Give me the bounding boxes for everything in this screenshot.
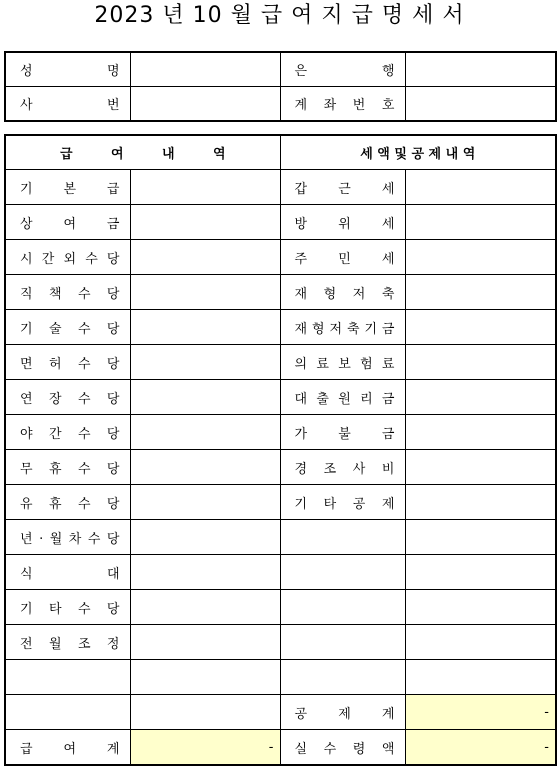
- table-row: [5, 310, 556, 345]
- pay-item-label: 유 휴 수 당: [5, 485, 130, 520]
- pay-item-amount[interactable]: [130, 555, 280, 590]
- pay-item-label: 기 타 수 당: [5, 590, 130, 625]
- deduction-item-label: [280, 625, 405, 660]
- deduction-item-label: [280, 590, 405, 625]
- pay-item-label: 기 본 급: [5, 170, 130, 205]
- bank-field[interactable]: [405, 52, 556, 87]
- pay-item-amount[interactable]: [130, 485, 280, 520]
- pay-item-amount[interactable]: [130, 275, 280, 310]
- pay-item-label: 상 여 금: [5, 205, 130, 240]
- pay-item-label: [5, 695, 130, 730]
- deduction-item-label: 갑 근 세: [280, 170, 405, 205]
- pay-item-label: 시 간 외 수 당: [5, 240, 130, 275]
- pay-item-amount[interactable]: [130, 380, 280, 415]
- pay-item-label: 무 휴 수 당: [5, 450, 130, 485]
- pay-item-amount[interactable]: [130, 590, 280, 625]
- deduction-item-label: 대 출 원 리 금: [280, 380, 405, 415]
- deduction-item-amount[interactable]: [405, 590, 556, 625]
- net-pay-label: 실 수 령 액: [280, 730, 405, 766]
- net-pay-value: -: [405, 730, 556, 766]
- deduction-item-amount[interactable]: [405, 520, 556, 555]
- pay-item-amount[interactable]: [130, 450, 280, 485]
- deduction-total-value: -: [405, 695, 556, 730]
- pay-item-label: 면 허 수 당: [5, 345, 130, 380]
- table-row: [5, 485, 556, 520]
- deduction-item-label: 방 위 세: [280, 205, 405, 240]
- pay-detail-table: [4, 134, 557, 766]
- account-number-label: 계 좌 번 호: [280, 87, 405, 122]
- table-row: [5, 380, 556, 415]
- pay-item-amount[interactable]: [130, 415, 280, 450]
- pay-item-amount[interactable]: [130, 660, 280, 695]
- employee-number-field[interactable]: [130, 87, 280, 122]
- table-row: [5, 520, 556, 555]
- deduction-item-label: 의 료 보 험 료: [280, 345, 405, 380]
- table-row: [5, 695, 556, 730]
- table-row: [5, 240, 556, 275]
- deduction-item-amount[interactable]: [405, 170, 556, 205]
- table-row: [5, 415, 556, 450]
- pay-item-amount[interactable]: [130, 345, 280, 380]
- pay-item-label: [5, 660, 130, 695]
- deduction-item-amount[interactable]: [405, 345, 556, 380]
- deduction-item-amount[interactable]: [405, 415, 556, 450]
- table-row: [5, 450, 556, 485]
- table-row: [5, 590, 556, 625]
- deduction-item-label: [280, 520, 405, 555]
- table-row: [5, 660, 556, 695]
- deduction-item-label: [280, 555, 405, 590]
- account-number-field[interactable]: [405, 87, 556, 122]
- name-field[interactable]: [130, 52, 280, 87]
- pay-item-amount[interactable]: [130, 625, 280, 660]
- deduction-item-label: 경 조 사 비: [280, 450, 405, 485]
- pay-total-value: -: [130, 730, 280, 766]
- pay-item-label: 식 대: [5, 555, 130, 590]
- pay-item-label: 년 · 월 차 수 당: [5, 520, 130, 555]
- deduction-item-amount[interactable]: [405, 205, 556, 240]
- table-row: [5, 625, 556, 660]
- employee-number-label: 사 번: [5, 87, 130, 122]
- deduction-item-amount[interactable]: [405, 485, 556, 520]
- pay-item-label: 전 월 조 정: [5, 625, 130, 660]
- pay-item-amount[interactable]: [130, 205, 280, 240]
- deduction-section-header: 세 액 및 공 제 내 역: [280, 135, 556, 170]
- deduction-item-label: 공 제 계: [280, 695, 405, 730]
- pay-item-label: 직 책 수 당: [5, 275, 130, 310]
- deduction-item-amount[interactable]: [405, 240, 556, 275]
- table-row: [5, 205, 556, 240]
- deduction-item-label: 주 민 세: [280, 240, 405, 275]
- deduction-item-label: 가 불 금: [280, 415, 405, 450]
- pay-item-label: 연 장 수 당: [5, 380, 130, 415]
- bank-label: 은 행: [280, 52, 405, 87]
- pay-item-amount[interactable]: [130, 520, 280, 555]
- page-title: 2023 년 10 월 급 여 지 급 명 세 서: [94, 3, 465, 28]
- deduction-item-amount[interactable]: [405, 660, 556, 695]
- totals-row: [5, 730, 556, 766]
- pay-item-label: 기 술 수 당: [5, 310, 130, 345]
- deduction-item-amount[interactable]: [405, 310, 556, 345]
- deduction-item-amount[interactable]: [405, 555, 556, 590]
- deduction-item-amount[interactable]: [405, 450, 556, 485]
- pay-item-amount[interactable]: [130, 240, 280, 275]
- table-row: [5, 275, 556, 310]
- deduction-item-amount[interactable]: [405, 380, 556, 415]
- name-label: 성 명: [5, 52, 130, 87]
- deduction-item-amount[interactable]: [405, 625, 556, 660]
- deduction-item-label: 재 형 저 축 기 금: [280, 310, 405, 345]
- pay-item-amount[interactable]: [130, 310, 280, 345]
- table-row: [5, 170, 556, 205]
- pay-item-amount[interactable]: [130, 170, 280, 205]
- deduction-item-amount[interactable]: [405, 275, 556, 310]
- pay-total-label: 급 여 계: [5, 730, 130, 766]
- pay-section-header: 급 여 내 역: [5, 135, 280, 170]
- deduction-item-label: [280, 660, 405, 695]
- employee-info-table: [4, 51, 557, 122]
- deduction-item-label: 재 형 저 축: [280, 275, 405, 310]
- pay-item-amount[interactable]: [130, 695, 280, 730]
- pay-item-label: 야 간 수 당: [5, 415, 130, 450]
- deduction-item-label: 기 타 공 제: [280, 485, 405, 520]
- table-row: [5, 345, 556, 380]
- table-row: [5, 555, 556, 590]
